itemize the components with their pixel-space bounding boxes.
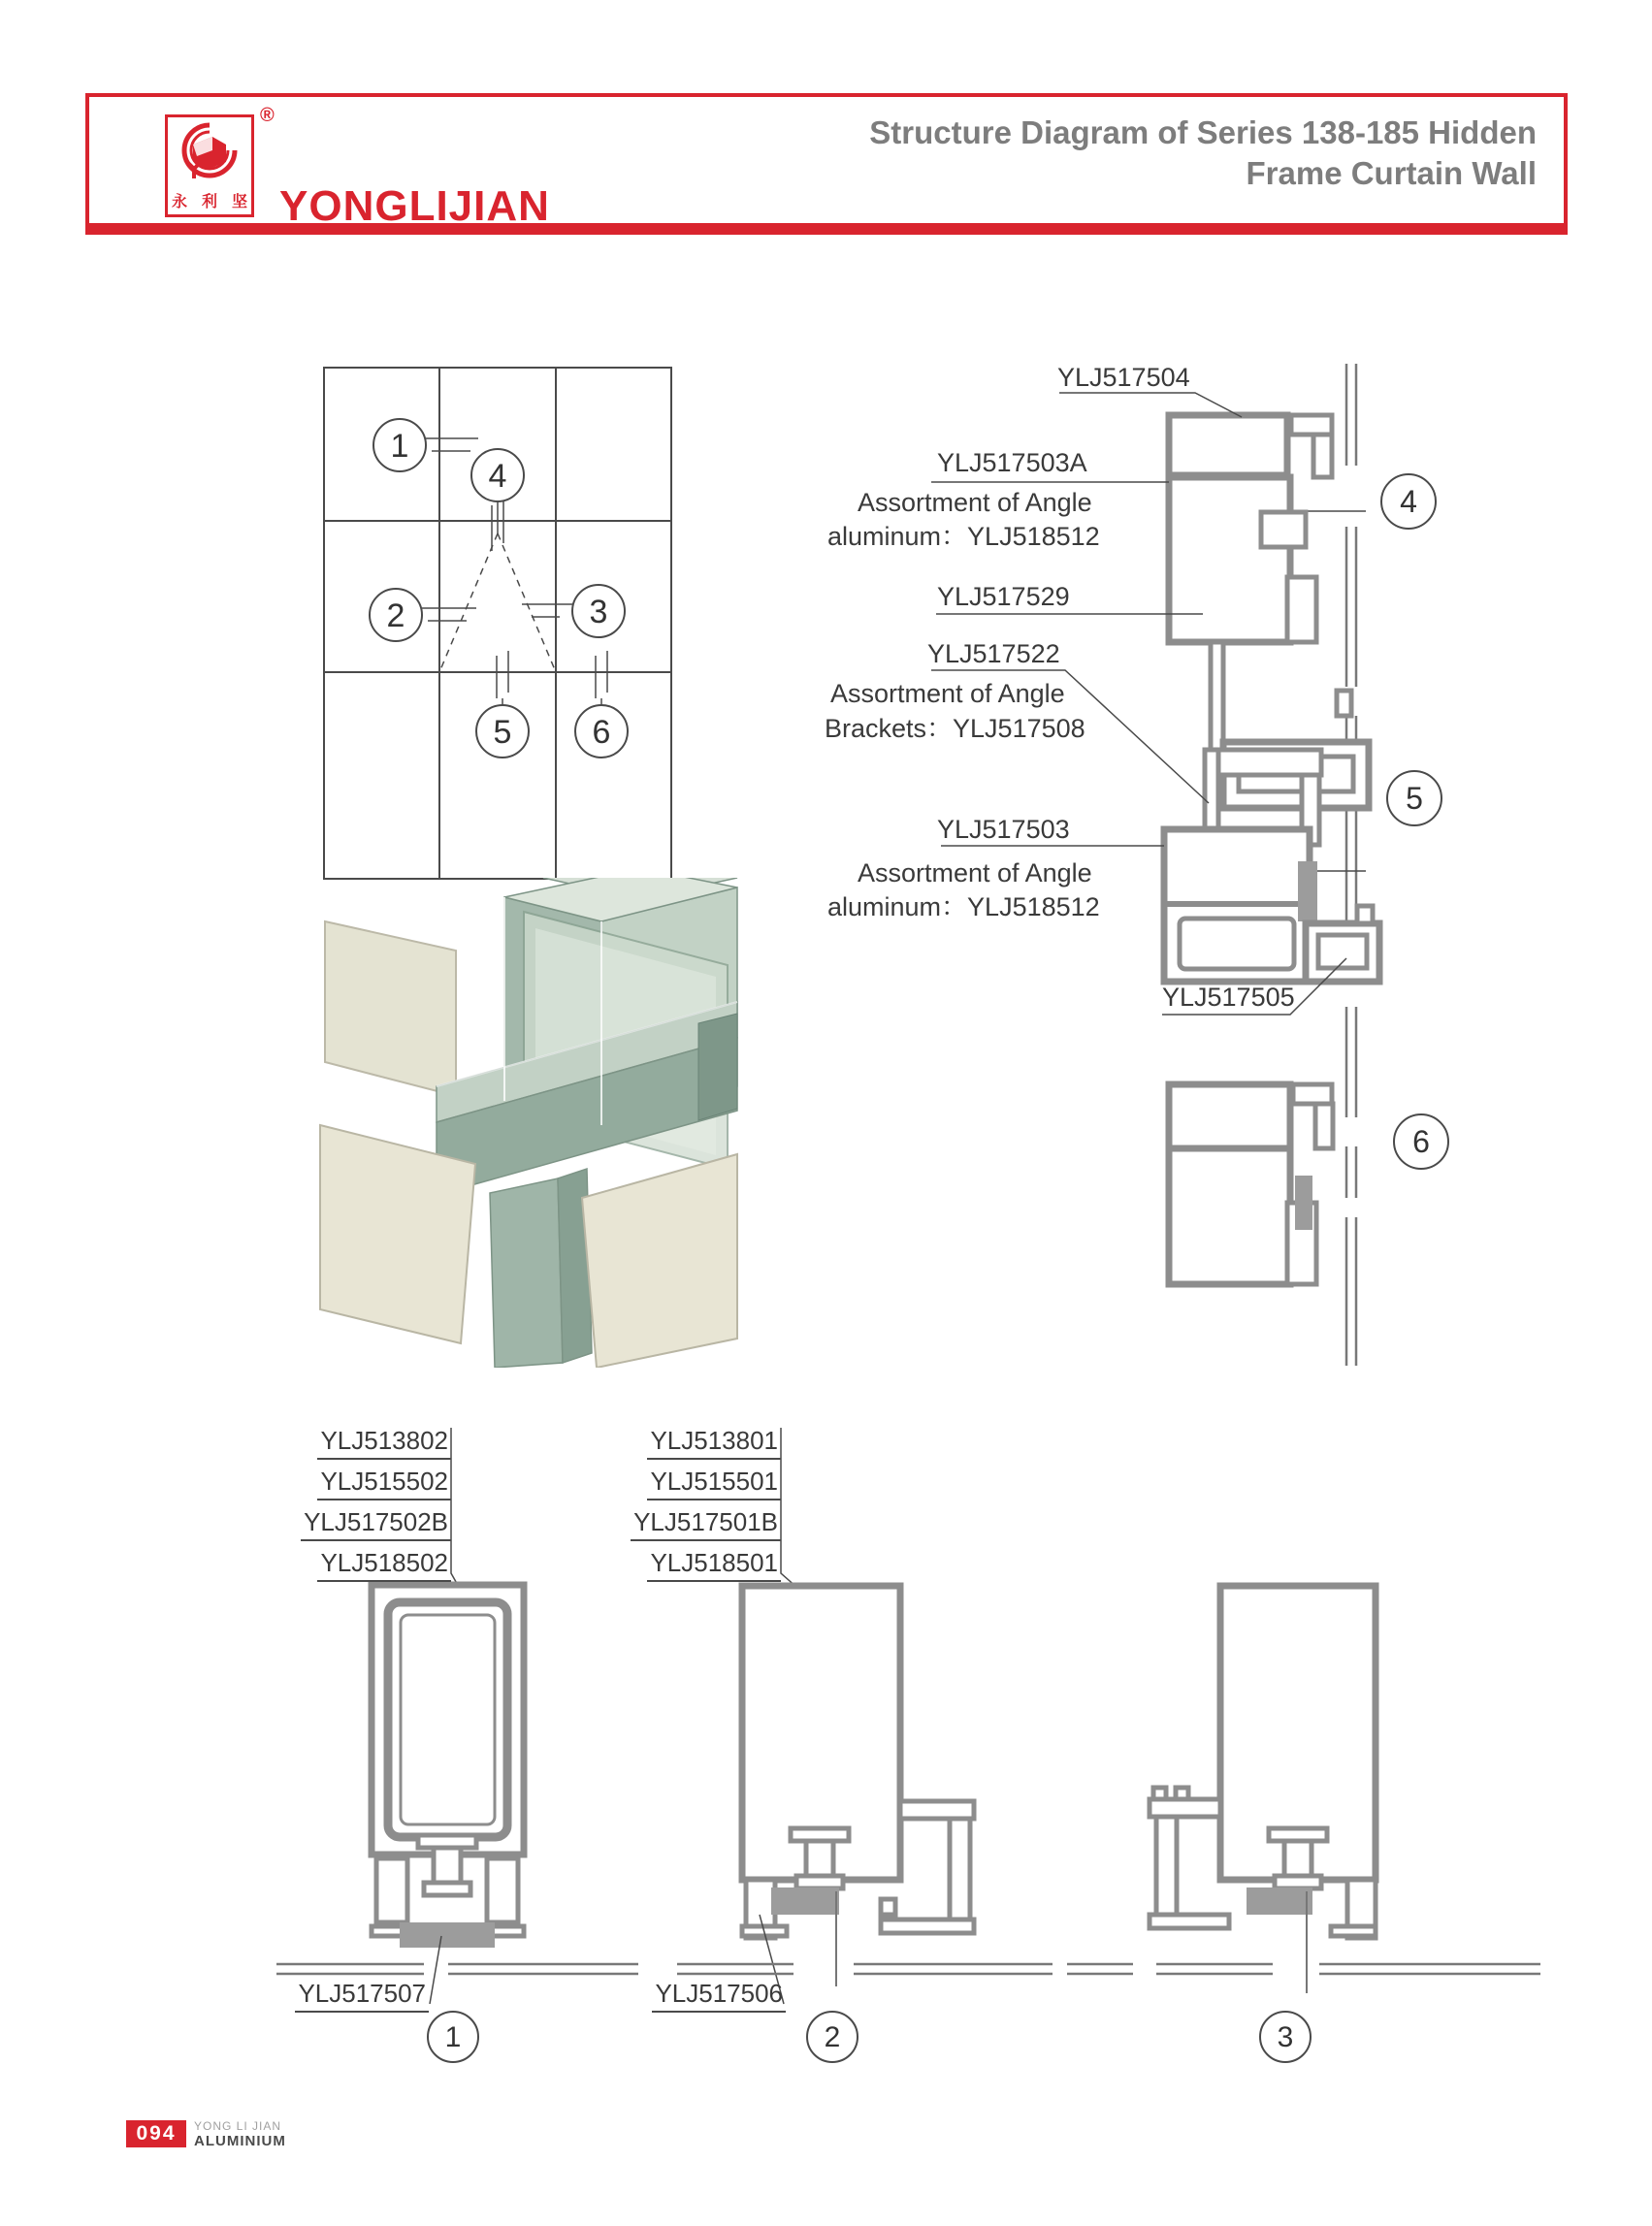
part-label: YLJ517504 [1057,363,1190,392]
part-note: aluminum：YLJ518512 [827,522,1100,551]
part-label: YLJ513802 [317,1426,451,1460]
section-marker-5 [1387,771,1441,825]
part-label: YLJ517501B [631,1507,781,1541]
registered-mark: ® [260,105,275,126]
elevation-marker-1 [373,419,426,471]
brand-wordmark: YONGLIJIAN [279,182,550,230]
part-label: YLJ513801 [647,1426,781,1460]
part-label: YLJ517522 [927,639,1060,668]
svg-text:4: 4 [488,458,507,495]
curtain-wall-3d-render [281,878,747,1368]
svg-text:3: 3 [1277,2021,1294,2053]
svg-text:1: 1 [444,2021,462,2053]
part-label: YLJ517507 [295,1979,429,2013]
page-title [869,113,1537,194]
page-title-line1: Structure Diagram of Series 138-185 Hidden [869,114,1537,150]
detail-marker-3 [1260,2012,1311,2062]
elevation-marker-6 [575,705,628,758]
part-note: aluminum：YLJ518512 [827,892,1100,921]
detail-1-part-stack [301,1426,451,1582]
elevation-grid-diagram [323,367,672,880]
elevation-marker-4 [471,449,524,501]
logo-cn-char: 永 [172,194,188,210]
svg-text:5: 5 [493,714,512,751]
svg-text:1: 1 [390,428,409,465]
svg-text:4: 4 [1400,484,1417,519]
section-marker-6 [1394,1114,1448,1169]
svg-text:2: 2 [386,597,405,634]
detail-2-drawing [677,1586,1133,2004]
mullion-details-drawing [0,1387,1652,2066]
part-label: YLJ517506 [652,1979,786,2013]
part-note: Brackets：YLJ517508 [825,714,1085,743]
logo-cn-char: 利 [201,194,217,210]
page-header [85,93,1568,235]
svg-text:2: 2 [824,2021,841,2053]
part-label: YLJ517503 [937,815,1070,844]
page-number: 094 [126,2120,186,2147]
part-label: YLJ515501 [647,1467,781,1500]
part-label: YLJ515502 [317,1467,451,1500]
svg-text:3: 3 [589,594,608,630]
elevation-marker-3 [572,585,625,637]
logo [165,114,254,217]
part-label: YLJ517502B [301,1507,451,1541]
part-label: YLJ517505 [1162,983,1295,1012]
svg-text:6: 6 [592,714,611,751]
detail-2-part-stack [631,1426,781,1582]
detail-3-drawing [1150,1586,1540,1993]
section-6-drawing [1169,1084,1333,1284]
part-label: YLJ517529 [937,582,1070,611]
footer-brand-line1: YONG LI JIAN [194,2119,282,2133]
part-note: Assortment of Angle [830,679,1065,708]
part-note: Assortment of Angle [858,488,1092,517]
elevation-marker-2 [370,589,422,641]
part-label: YLJ518502 [317,1548,451,1582]
part-note: Assortment of Angle [858,858,1092,887]
footer-brand-line2: ALUMINIUM [194,2133,286,2149]
part-label: YLJ518501 [647,1548,781,1582]
part-label: YLJ517503A [937,448,1087,477]
svg-text:6: 6 [1412,1124,1430,1159]
page-title-line2: Frame Curtain Wall [1246,155,1537,191]
logo-emblem-icon [168,117,251,187]
detail-marker-2 [807,2012,858,2062]
elevation-marker-5 [476,705,529,758]
svg-text:5: 5 [1406,781,1423,816]
detail-marker-1 [428,2012,478,2062]
detail-1-drawing [276,1585,638,2004]
section-marker-4 [1381,474,1436,529]
logo-cn-char: 坚 [231,194,247,210]
